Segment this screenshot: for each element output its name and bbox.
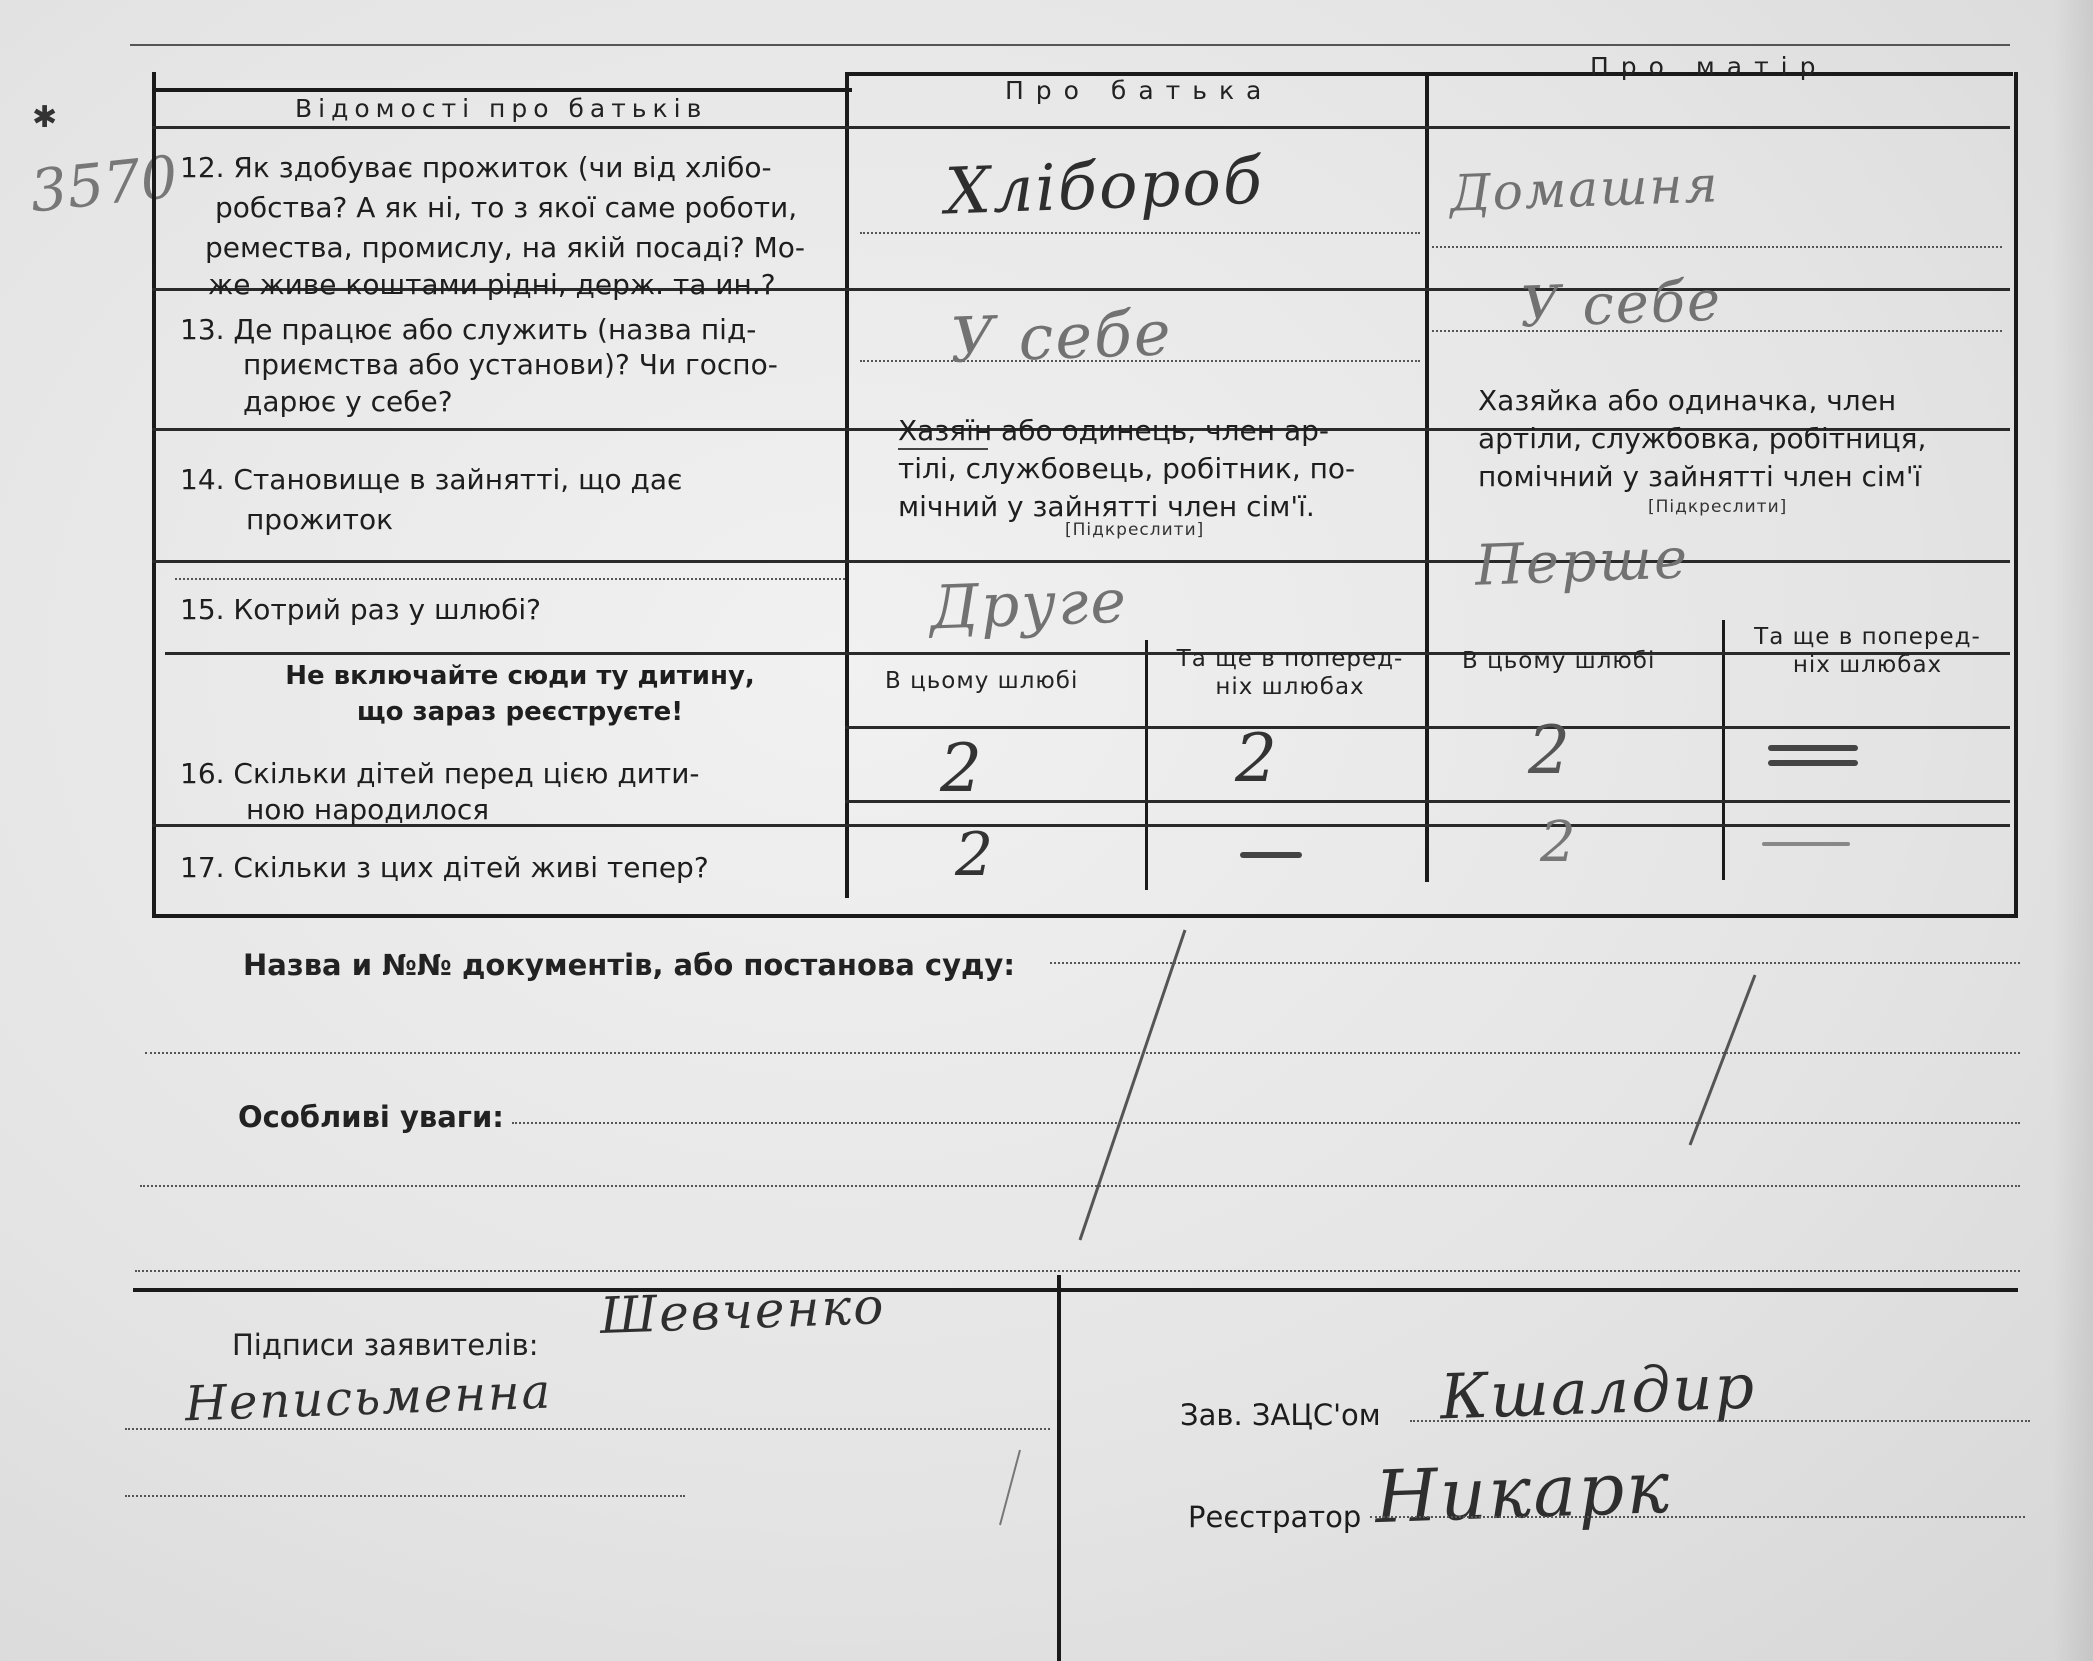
q15-father-answer: Друге (928, 566, 1129, 644)
mother-this-marriage-label: В цьому шлюбі (1462, 648, 1656, 674)
q13-line-2: приємства або установи)? Чи госпо- (243, 348, 778, 381)
q17-mother-this-value: 2 (1540, 810, 1576, 875)
q15-text: 15. Котрий раз у шлюбі? (180, 593, 542, 626)
q14-mother-option-1: Хазяйка або одиначка, член (1478, 384, 1897, 417)
q12-father-answer: Хлібороб (943, 144, 1266, 230)
q14-line-2: прожиток (246, 503, 393, 536)
header-about-mother: Про матір (1590, 52, 1828, 81)
q14-mother-underline-note: [Підкреслити] (1648, 497, 1788, 517)
signatures-top-rule (133, 1288, 2018, 1292)
q14-mother-option-3: помічний у зайнятті член сім'ї (1478, 460, 1922, 493)
father-this-marriage-label: В цьому шлюбі (885, 668, 1079, 694)
q17-text: 17. Скільки з цих дітей живі тепер? (180, 851, 709, 884)
q14-father-underline-note: [Підкреслити] (1065, 520, 1205, 540)
q14-line-1: 14. Становище в зайнятті, що дає (180, 463, 683, 496)
header-parents-info: Відомості про батьків (295, 94, 708, 123)
q14-mother-option-2: артіли, службовка, робітниця, (1478, 422, 1927, 455)
signatures-divider (1057, 1275, 1061, 1661)
q12-line-1: 12. Як здобуває прожиток (чи від хлібо- (180, 151, 772, 184)
signatures-dotline-1 (125, 1428, 1050, 1430)
applicant-signature-1: Шевченко (599, 1277, 887, 1345)
q16-line-1: 16. Скільки дітей перед цією дити- (180, 757, 700, 790)
q14-father-option-2: тілі, службовець, робітник, по- (898, 452, 1356, 485)
signatures-dotline-2 (125, 1495, 685, 1497)
q15-mother-answer: Перше (1473, 526, 1691, 599)
q13-father-answer: У себе (948, 296, 1174, 377)
zags-dotline (1410, 1420, 2030, 1422)
q12-line-2: робства? А як ні, то з якої саме роботи, (215, 191, 798, 224)
applicant-signature-2: Неписьменна (184, 1363, 554, 1433)
q14-father-option-1: Хазяїн або одинець, член ар- (898, 414, 1330, 447)
zags-label: Зав. ЗАЦС'ом (1180, 1398, 1381, 1432)
q17-father-this-value: 2 (955, 820, 994, 890)
margin-archive-number: 3570 (26, 142, 181, 226)
registrar-dotline (1370, 1516, 2025, 1518)
registrar-label: Реєстратор (1188, 1500, 1362, 1534)
q13-line-3: дарює у себе? (243, 385, 453, 418)
q16-father-this-value: 2 (940, 730, 982, 807)
q16-mother-this-value: 2 (1528, 712, 1570, 789)
q12-mother-answer: Домашня (1449, 155, 1721, 223)
documents-label: Назва и №№ документів, або постанова суду: (243, 948, 1015, 982)
q13-line-1: 13. Де працює або служить (назва під- (180, 313, 757, 346)
children-note-2: що зараз реєструєте! (356, 697, 684, 727)
q12-line-3: ремества, промислу, на якій посаді? Мо- (205, 231, 805, 264)
header-about-father: Про батька (1005, 76, 1274, 105)
q13-mother-answer: У себе (1518, 268, 1724, 341)
mother-prev-marriages-line-1: Та ще в поперед- (1754, 624, 1981, 650)
q12-line-4: же живе коштами рідні, держ. та ин.? (208, 268, 776, 301)
children-note-1: Не включайте сюди ту дитину, (285, 661, 755, 691)
margin-mark: ✱ (32, 100, 58, 135)
father-prev-marriages-line-1: Та ще в поперед- (1176, 646, 1404, 672)
father-prev-marriages-line-2: ніх шлюбах (1215, 674, 1365, 700)
q16-line-2: ною народилося (246, 793, 490, 826)
mother-prev-marriages-line-2: ніх шлюбах (1792, 652, 1943, 678)
q16-father-prev-value: 2 (1235, 720, 1277, 797)
notes-label: Особливі уваги: (238, 1100, 504, 1134)
zags-signature: Кшалдир (1438, 1349, 1758, 1434)
signatures-label: Підписи заявителів: (232, 1328, 539, 1362)
q14-father-option-3: мічний у зайнятті член сім'ї. (898, 490, 1315, 523)
registrar-signature: Никарк (1373, 1444, 1673, 1540)
